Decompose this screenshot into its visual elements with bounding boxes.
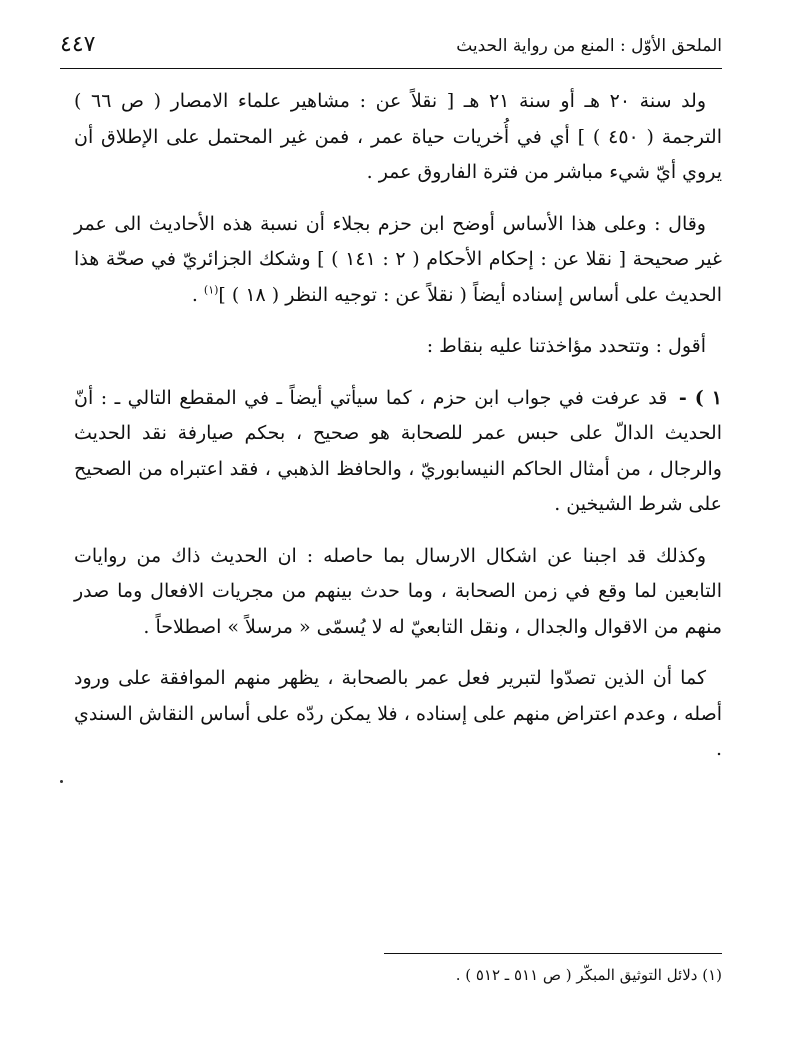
footnote: (١) دلائل التوثيق المبكّر ( ص ٥١١ ـ ٥١٢ ) . [455, 966, 722, 984]
paragraph-3: أقول : وتتحدد مؤاخذتنا عليه بنقاط : [426, 335, 706, 357]
point-number: ١ ) - [678, 386, 723, 409]
paragraph-4-text: قد عرفت في جواب ابن حزم ، كما سيأتي أيضاً ـ في المقطع التالي ـ : أنّ الحديث الدالّ على حبس عمر للصحابة هو صحيح ، بحكم صيارفة نقد الحديث والرجال ، من أمثال الحاكم النيسابوريّ ، والحافظ الذهبي ، فقد اعتبراه من الصحيح على شرط الشيخين . [74, 386, 722, 515]
footnote-rule [384, 953, 722, 954]
paragraph-2 [74, 207, 722, 314]
body-text [74, 84, 722, 784]
paragraph-4 [74, 381, 722, 523]
margin-mark [60, 780, 63, 783]
paragraph-2-text: وقال : وعلى هذا الأساس أوضح ابن حزم بجلاء أن نسبة هذه الأحاديث الى عمر غير صحيحة [ نقلا عن : إحكام الأحكام ( ٢ : ١٤١ ) ] وشكك الجزائريّ في صحّة هذا الحديث على أساس إسناده أيضاً ( نقلاً عن : توجيه النظر ( ١٨ ) ] [74, 212, 722, 306]
footnote-reference[interactable]: (١) [203, 283, 219, 297]
header-rule [60, 68, 722, 69]
page-header [60, 28, 722, 64]
paragraph-5: وكذلك قد اجبنا عن اشكال الارسال بما حاصله : ان الحديث ذاك من روايات التابعين لما وقع في زمن الصحابة ، وما حدث بينهم من مجريات الافعال وما صدر منهم من الاقوال والجدال ، ونقل التابعيّ له لا يُسمّى « مرسلاً » اصطلاحاً . [74, 544, 722, 638]
paragraph-2-suffix: . [191, 283, 204, 306]
running-title: الملحق الأوّل : المنع من رواية الحديث [456, 36, 722, 56]
paragraph-1: ولد سنة ٢٠ هـ أو سنة ٢١ هـ [ نقلاً عن : مشاهير علماء الامصار ( ص ٦٦ ) الترجمة ( ٤٥٠ ) ] أي في أُخريات حياة عمر ، فمن غير المحتمل على الإطلاق أن يروي أيّ شيء مباشر من فترة الفاروق عمر . [74, 90, 722, 183]
page-number: ٤٤٧ [60, 32, 96, 57]
paragraph-6: كما أن الذين تصدّوا لتبرير فعل عمر بالصحابة ، يظهر منهم الموافقة على ورود أصله ، وعدم اعتراض منهم على إسناده ، فلا يمكن ردّه على أساس النقاش السندي . [74, 667, 722, 760]
